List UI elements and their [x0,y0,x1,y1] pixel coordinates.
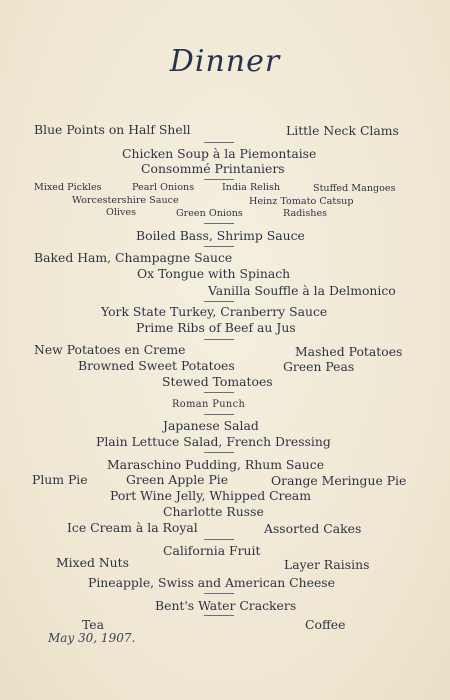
menu-item: Green Onions [176,208,243,219]
menu-item: Ox Tongue with Spinach [137,266,291,281]
menu-item: Tea [82,617,105,632]
menu-item: York State Turkey, Cranberry Sauce [101,304,328,319]
menu-item: Baked Ham, Champagne Sauce [34,250,233,265]
menu-item: Green Peas [283,359,355,374]
divider [204,392,234,393]
menu-item: Roman Punch [172,399,246,410]
divider [204,301,234,302]
divider [204,246,234,247]
menu-item: Consommé Printaniers [141,161,285,176]
divider [204,414,234,415]
menu-item: Browned Sweet Potatoes [78,358,235,373]
menu-item: Mashed Potatoes [295,344,403,359]
menu-item: Plain Lettuce Salad, French Dressing [96,434,331,449]
menu-item: Pearl Onions [132,182,195,193]
menu-item: Japanese Salad [163,418,259,433]
menu-item: Vanilla Souffle à la Delmonico [208,283,396,298]
divider [204,142,234,143]
menu-item: Pineapple, Swiss and American Cheese [88,575,335,590]
menu-item: Radishes [283,208,328,219]
menu-item: Mixed Pickles [34,182,102,193]
divider [204,339,234,340]
menu-item: Green Apple Pie [126,472,229,487]
menu-item: Stewed Tomatoes [162,374,273,389]
menu-item: Boiled Bass, Shrimp Sauce [136,228,305,243]
menu-item: Olives [106,207,137,218]
menu-item: Blue Points on Half Shell [34,122,191,137]
menu-item: Prime Ribs of Beef au Jus [136,320,296,335]
menu-item: Orange Meringue Pie [271,473,407,488]
menu-item: Ice Cream à la Royal [67,520,198,535]
menu-item: Chicken Soup à la Piemontaise [122,146,317,161]
divider [204,452,234,453]
menu-item: Charlotte Russe [163,504,264,519]
menu-item: Coffee [305,617,346,632]
menu-item: Port Wine Jelly, Whipped Cream [110,488,311,503]
menu-item: Layer Raisins [284,557,370,572]
menu-item: Bent's Water Crackers [155,598,297,613]
divider [204,615,234,616]
menu-item: Stuffed Mangoes [313,183,396,194]
menu-item: Maraschino Pudding, Rhum Sauce [107,457,325,472]
divider [204,539,234,540]
divider [204,593,234,594]
menu-item: New Potatoes en Creme [34,342,186,357]
menu-item: Assorted Cakes [264,521,362,536]
menu-item: Little Neck Clams [286,123,399,138]
menu-item: Worcestershire Sauce [72,195,179,206]
divider [204,179,234,180]
menu-item: Mixed Nuts [56,555,130,570]
menu-date: May 30, 1907. [48,631,136,645]
divider [204,223,234,224]
menu-item: Plum Pie [32,472,88,487]
menu-title: Dinner [169,44,281,79]
menu-item: Heinz Tomato Catsup [249,196,354,207]
menu-item: California Fruit [163,543,261,558]
menu-item: India Relish [222,182,281,193]
